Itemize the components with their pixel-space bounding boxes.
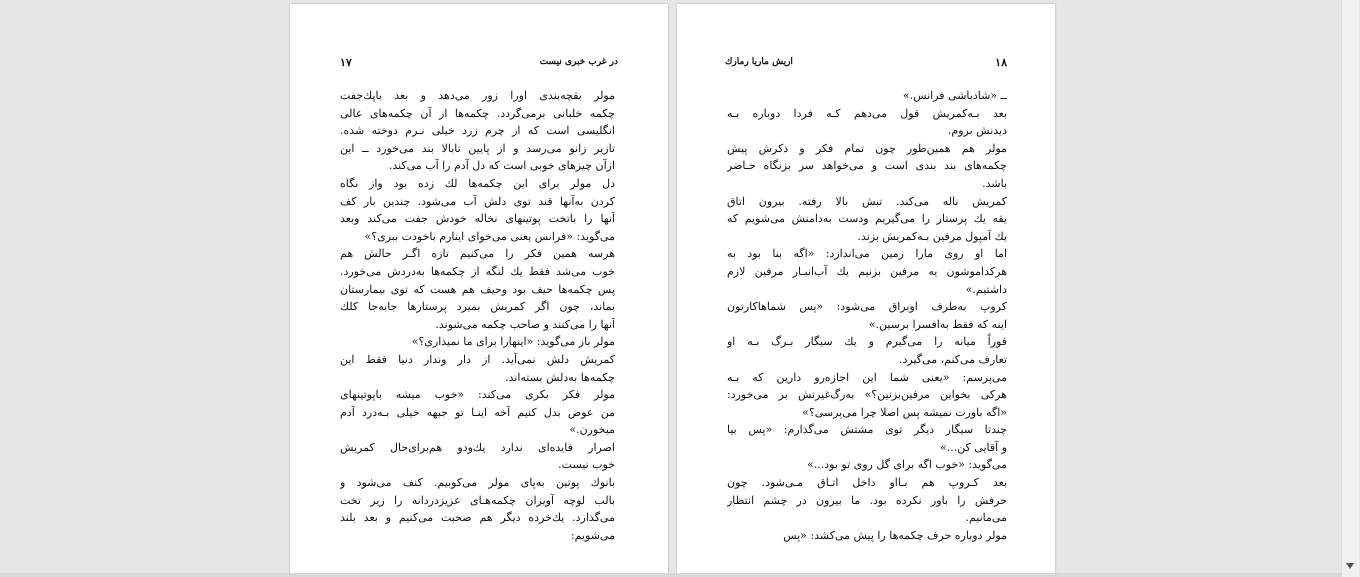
text-line: آنها را باتخت پوتینهای نخاله خودش جفت می‌کند وبعد xyxy=(340,212,615,226)
text-line: حرفش را باور نکرده بود. ما بیرون در چشم انتظار xyxy=(727,493,1007,507)
text-line: خوب می‌شد فقط یك لنگه از چکمه‌ها به‌دردش می‌خورد. xyxy=(340,264,615,278)
text-line: چندتا سیگار دیگر توی مشتش می‌گذارم: «پس بیا xyxy=(727,423,1007,437)
vertical-scrollbar[interactable] xyxy=(1341,0,1359,577)
text-line: بالب لوچه آویزان چکمه‌هـای عزیزدردانه را زیر تخت xyxy=(340,493,615,507)
text-line: مولر باز می‌گوید: «اینهارا برای ما نمیذاری؟» xyxy=(411,335,615,349)
text-line: می‌پرسم: «یعنی شما این اجازه‌رو دارین که بـه xyxy=(727,370,1007,384)
text-line: یقه یك پرستار را می‌گیریم ودست به‌دامنش می‌شویم که xyxy=(727,212,1007,226)
text-line: خوب نیست. xyxy=(558,458,615,472)
text-line: بانوك پوتین به‌پای مولر می‌کوبیم. کنف می‌شود و xyxy=(340,476,615,490)
text-line: بعد کـروپ هم بـااو داخل اتـاق مـی‌شود. چون xyxy=(727,476,1007,490)
page-header xyxy=(725,56,1007,74)
page-number: ۱۸ xyxy=(995,56,1007,69)
text-line: می‌گوید: «خوب اگه برای گل روی تو بود...» xyxy=(807,458,1007,472)
text-line: مولر دوباره حرف چکمه‌ها را پیش می‌کشد: «پس xyxy=(783,528,1007,542)
text-line: تازیر زانو می‌رسد و از پایین تابالا بند می‌خورد ــ این xyxy=(340,141,615,155)
bottom-border xyxy=(0,573,1342,577)
text-line: کمریش دلش نمی‌آید. از دار وندار دنیا فقط این xyxy=(340,352,615,366)
page-18 xyxy=(677,4,1055,573)
text-line: باشد. xyxy=(982,176,1007,190)
text-line: کمریش ناله می‌کند. تبش بالا رفته. بیرون اتاق xyxy=(727,194,1007,208)
text-line: دیدنش بروم. xyxy=(947,124,1007,138)
text-line: آنها را می‌کنند و صاحب چکمه می‌شوند. xyxy=(435,317,615,331)
text-line: مولر فکر بکری می‌کند: «خوب میشه باپوتینهای xyxy=(340,388,615,402)
page-17 xyxy=(290,4,668,573)
running-title: در غرب خبری نیست xyxy=(539,57,618,67)
page-number: ۱۷ xyxy=(340,56,352,69)
text-line: هرکی بخواین مرفین‌بزنین؟» به‌رگ‌غیرتش بر می‌خورد: xyxy=(727,388,1007,402)
text-line: کردن به‌آنها قند توی دلش آب می‌شود. چندین بار کف xyxy=(340,194,615,208)
text-line: «اگه باورت نمیشه پس اصلا چرا می‌پرسی؟» xyxy=(802,405,1007,419)
scroll-down-arrow-icon[interactable] xyxy=(1346,563,1354,569)
page-body-text xyxy=(727,87,1007,544)
text-line: ــ «شادباشی فرانس.» xyxy=(902,89,1007,102)
text-line: می‌مانیم. xyxy=(965,511,1007,525)
text-line: کروپ به‌طرف اوبراق می‌شود: «پس شماهاکارتون xyxy=(727,300,1007,314)
text-line: یك آمپول مرفین بـه‌کمریش بزند. xyxy=(857,229,1007,243)
text-line: من عوض بدل کنیم آخه اینـا تو جبهه خیلی بـه‌درد آدم xyxy=(340,405,615,419)
text-line: اصرار فایده‌ای ندارد یك‌ودو هم‌برای‌حال کمریش xyxy=(340,440,615,454)
page-body-text xyxy=(340,87,615,544)
text-line: مولر بقچه‌بندی اورا زور می‌دهد و بعد باپك‌جفت xyxy=(340,89,615,102)
text-line: مولر هم همین‌طور چون تمام فکر و ذکرش پیش xyxy=(727,141,1007,155)
text-line: می‌شویم: xyxy=(570,528,615,542)
text-line: اما او روی مارا زمین می‌اندازد: «اگه بنا بود به xyxy=(727,247,1007,261)
text-line: هرسه همین فکر را می‌کنیم تازه اگـر حالش هم xyxy=(340,247,615,261)
text-line: داشتیم.» xyxy=(965,282,1007,296)
text-line: پس چکمه‌ها حیف بود وحیف هم هست که توی بیمارستان xyxy=(340,282,615,296)
text-line: ازآن چیزهای خوبی است که دل آدم را آب می‌کند. xyxy=(388,159,615,173)
text-line: دل مولر برای این چکمه‌ها لك زده بود واز نگاه xyxy=(340,176,615,190)
text-line: چکمه‌های بند بندی است و می‌خواهد سر بزنگاه حـاضر xyxy=(727,159,1007,173)
text-line: انگلیسی است که از چرم زرد خیلی نـرم دوخته شده. xyxy=(340,124,615,138)
text-line: هرکداموشون یه مرفین بزنیم یك آب‌انبـار مرفین لازم xyxy=(727,264,1007,278)
text-line: اینه که فقط به‌افسرا برسین.» xyxy=(868,317,1007,331)
text-line: چکمه خلبانی برمی‌گردد. چکمه‌ها از آن چکمه‌های عالی xyxy=(340,106,615,120)
text-line: بعد بـه‌کمریش قول می‌دهم کـه فردا دوباره بـه xyxy=(727,106,1007,120)
text-line: میخورن.» xyxy=(569,423,615,437)
page-header xyxy=(340,56,618,74)
text-line: بماند، چون اگر کمریش بمیرد پرستارها جابه‌جا کلك xyxy=(340,300,615,314)
text-line: چکمه‌ها به‌دلش بسته‌اند. xyxy=(505,370,615,384)
text-line: می‌گذارد. یك‌خرده دیگر هم صحبت می‌کنیم و بعد بلند xyxy=(340,511,615,525)
text-line: و آقایی کن...» xyxy=(939,440,1007,454)
text-line: فوراً میانه را می‌گیرم و یك سیگار بـرگ بـه او xyxy=(727,335,1007,349)
text-line: تعارف می‌کنم، می‌گیرد. xyxy=(899,352,1007,366)
running-title: اریش ماریا رمارك xyxy=(725,57,793,67)
text-line: می‌گوید: «فرانس یعنی می‌خوای اینارم باخودت ببری؟» xyxy=(364,229,615,243)
